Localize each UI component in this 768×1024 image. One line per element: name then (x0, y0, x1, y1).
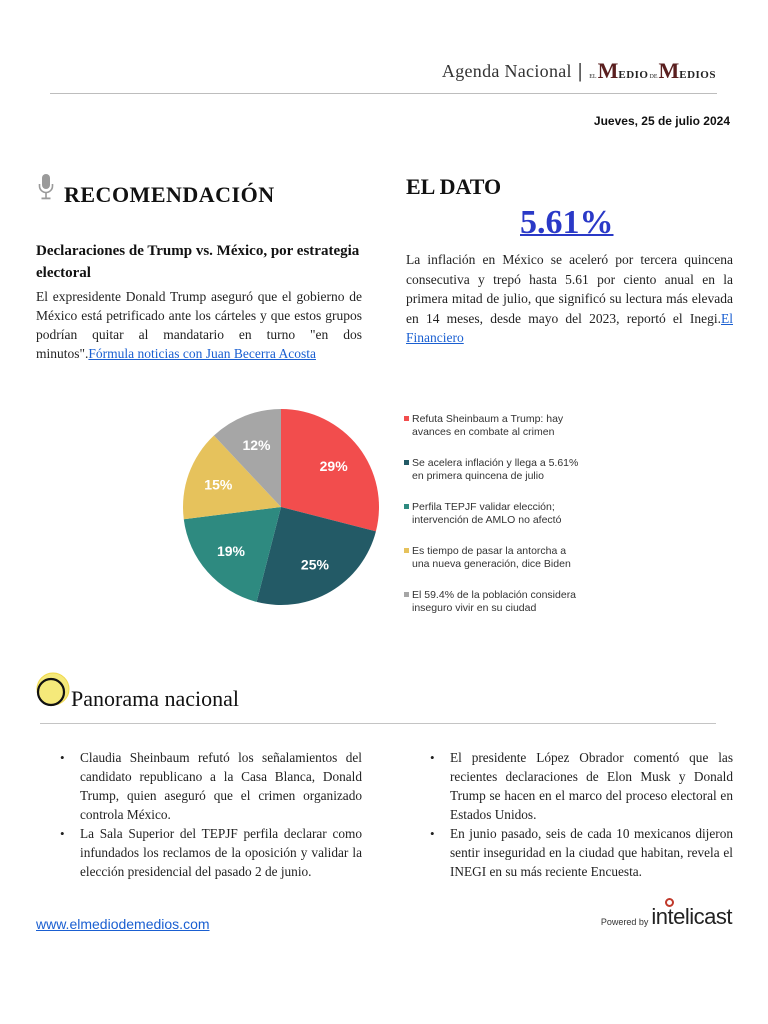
list-item: • El presidente López Obrador comentó que las recientes declaraciones de Elon Musk y Donald Trump se hacen en el marco del proceso electoral en Estados Unidos. (430, 750, 733, 822)
slice-label: 12% (242, 437, 271, 454)
source-link-formula[interactable]: Fórmula noticias con Juan Becerra Acosta (88, 346, 316, 361)
panorama-list-right (406, 748, 733, 881)
slice-label: 25% (300, 556, 329, 573)
el-dato-title: EL DATO (406, 174, 502, 199)
legend-swatch (404, 504, 409, 509)
el-dato-value: 5.61% (520, 204, 614, 241)
legend-swatch (404, 416, 409, 421)
legend-label: Se acelera inflación y llega a 5.61% (412, 457, 579, 469)
slice-label: 19% (216, 543, 246, 560)
header-separator: | (577, 59, 583, 82)
legend-label: Perfila TEPJF validar elección; (412, 501, 555, 513)
legend-label: Refuta Sheinbaum a Trump: hay (412, 413, 564, 425)
panorama-list-left (36, 748, 362, 881)
recomendacion-headline: Declaraciones de Trump vs. México, por estrategia electoral (36, 243, 360, 281)
slice-label: 15% (204, 476, 233, 493)
list-item: • La Sala Superior del TEPJF perfila declarar como infundados los reclamos de la oposición y validar la elección presidencial del pasado 2 de junio. (60, 826, 362, 879)
section-name: Agenda Nacional (441, 60, 572, 81)
header-brand (442, 58, 716, 84)
panorama-divider (40, 723, 716, 724)
recomendacion-text: El expresidente Donald Trump aseguró que el gobierno de México está petrificado ante los cárteles y que estos grupos podrían quitar al mandatario en turno "en dos minutos". (36, 289, 362, 361)
legend-label: inseguro vivir en su ciudad (412, 602, 537, 614)
el-dato-text: La inflación en México se aceleró por tercera quincena consecutiva y trepó hasta 5.61 por ciento anual en la primera mitad de julio, que significó su lectura más elevada en 14 meses, desde mayo del 2023, reportó el Inegi. (406, 252, 733, 326)
legend-label: una nueva generación, dice Biden (412, 558, 571, 570)
slice-label: 29% (319, 458, 348, 475)
website-link[interactable]: www.elmediodemedios.com (36, 916, 210, 932)
el-medio-de-medios-logo: EL M EDIO DE M EDIOS (589, 58, 716, 83)
header-divider (50, 93, 717, 94)
legend-label: en primera quincena de julio (412, 470, 544, 482)
panorama-title: Panorama nacional (71, 686, 239, 711)
legend-label: avances en combate al crimen (412, 426, 555, 438)
list-item: • En junio pasado, seis de cada 10 mexicanos dijeron sentir inseguridad en la ciudad que habitan, revela el INEGI en su más reciente Encuesta. (430, 826, 733, 879)
legend-swatch (404, 548, 409, 553)
source-link-el-financiero[interactable]: El Financiero (406, 310, 733, 345)
legend-label: Es tiempo de pasar la antorcha a (412, 545, 567, 557)
legend-swatch (404, 460, 409, 465)
legend-label: El 59.4% de la población considera (412, 589, 577, 601)
microphone-icon (38, 173, 54, 201)
circle-icon (34, 671, 74, 711)
legend-swatch (404, 592, 409, 597)
date-line: Jueves, 25 de julio 2024 (593, 114, 730, 128)
recomendacion-title: RECOMENDACIÓN (64, 182, 275, 207)
powered-by-intelicast-logo: Powered by intelicast (601, 904, 732, 930)
legend-label: intervención de AMLO no afectó (412, 514, 562, 526)
news-pie-chart (170, 400, 730, 620)
el-dato-body (406, 250, 733, 348)
list-item: • Claudia Sheinbaum refutó los señalamientos del candidato republicano a la Casa Blanca, Donald Trump, quien aseguró que el crimen organizado controla México. (60, 750, 362, 822)
recomendacion-body (36, 287, 362, 363)
